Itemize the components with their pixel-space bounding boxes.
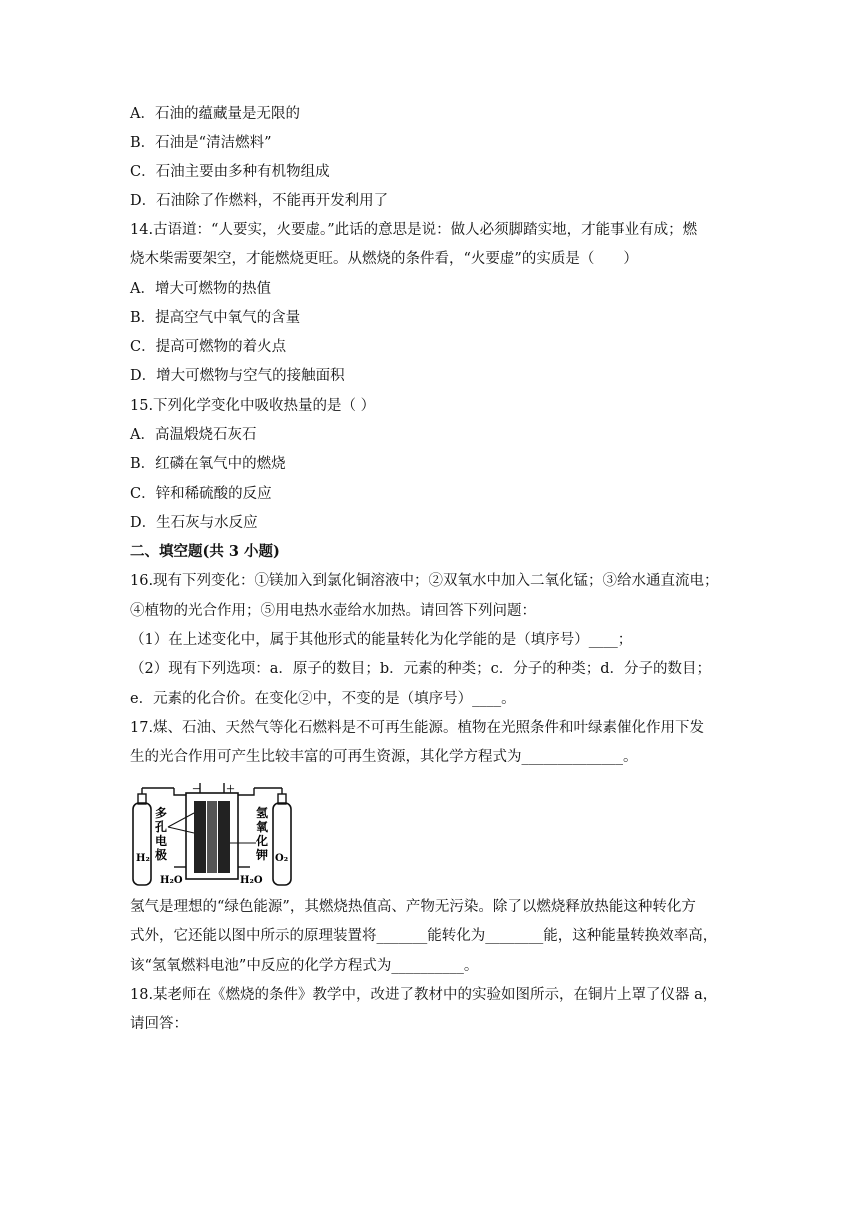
q16-sub-question-2-line-2: e．元素的化合价。在变化②中，不变的是（填序号）____。 [130, 691, 516, 707]
q15-option-d: D．生石灰与水反应 [130, 515, 258, 531]
q17-paragraph-line-2: 式外，它还能以图中所示的原理装置将_______能转化为________能，这种能量转换效率高， [130, 928, 718, 944]
q14-option-b: B．提高空气中氧气的含量 [130, 310, 301, 326]
porous-electrode-label: 多 孔 电 极 [155, 806, 168, 862]
q15-stem: 15.下列化学变化中吸收热量的是（ ） [130, 398, 376, 414]
q17-stem-line-1: 17.煤、石油、天然气等化石燃料是不可再生能源。植物在光照条件和叶绿素催化作用下发 [130, 720, 705, 736]
positive-terminal-label: ＋ [226, 785, 236, 795]
q16-stem-line-1: 16.现有下列变化：①镁加入到氯化铜溶液中；②双氧水中加入二氧化锰；③给水通直流电； [130, 573, 719, 589]
q16-sub-question-1: （1）在上述变化中，属于其他形式的能量转化为化学能的是（填序号）____； [130, 632, 633, 648]
q17-paragraph-line-3: 该“氢氧燃料电池”中反应的化学方程式为__________。 [130, 958, 479, 974]
q15-option-b: B．红磷在氧气中的燃烧 [130, 456, 286, 472]
q18-stem-line-2: 请回答： [130, 1016, 188, 1032]
o2-label: O₂ [275, 853, 289, 864]
h2-label: H₂ [136, 853, 150, 864]
water-outlet-left-label: H₂O [160, 875, 183, 886]
q13-option-c: C．石油主要由多种有机物组成 [130, 164, 330, 180]
q16-stem-line-2: ④植物的光合作用；⑤用电热水壶给水加热。请回答下列问题： [130, 603, 536, 619]
q14-stem-line-1: 14.古语道：“人要实，火要虚。”此话的意思是说：做人必须脚踏实地，才能事业有成；燃 [130, 222, 698, 238]
negative-terminal-label: － [192, 785, 202, 795]
q13-option-d: D．石油除了作燃料，不能再开发利用了 [130, 193, 389, 209]
cell-body [168, 783, 256, 879]
q13-option-b: B．石油是“清洁燃料” [130, 135, 272, 151]
q15-option-a: A．高温煅烧石灰石 [130, 427, 257, 443]
section-heading: 二、填空题(共 3 小题) [130, 543, 280, 560]
q14-option-a: A．增大可燃物的热值 [130, 281, 271, 297]
q17-paragraph-line-1: 氢气是理想的“绿色能源”，其燃烧热值高、产物无污染。除了以燃烧释放热能这种转化方 [130, 899, 696, 915]
q16-sub-question-2-line-1: （2）现有下列选项：a．原子的数目；b．元素的种类；c．分子的种类；d．分子的数目； [130, 661, 712, 677]
q14-stem-line-2: 烧木柴需要架空，才能燃烧更旺。从燃烧的条件看，“火要虚”的实质是（ ） [130, 251, 638, 267]
q14-option-d: D．增大可燃物与空气的接触面积 [130, 368, 345, 384]
water-outlet-right-label: H₂O [240, 875, 263, 886]
potassium-hydroxide-label: 氢 氧 化 钾 [256, 806, 269, 862]
fuel-cell-diagram [130, 783, 294, 888]
q17-stem-line-2: 生的光合作用可产生比较丰富的可再生资源，其化学方程式为______________。 [130, 749, 638, 765]
q15-option-c: C．锌和稀硫酸的反应 [130, 486, 272, 502]
q13-option-a: A．石油的蕴藏量是无限的 [130, 106, 300, 122]
q14-option-c: C．提高可燃物的着火点 [130, 339, 287, 355]
q18-stem-line-1: 18.某老师在《燃烧的条件》教学中，改进了教材中的实验如图所示，在铜片上罩了仪器 a， [130, 987, 718, 1003]
